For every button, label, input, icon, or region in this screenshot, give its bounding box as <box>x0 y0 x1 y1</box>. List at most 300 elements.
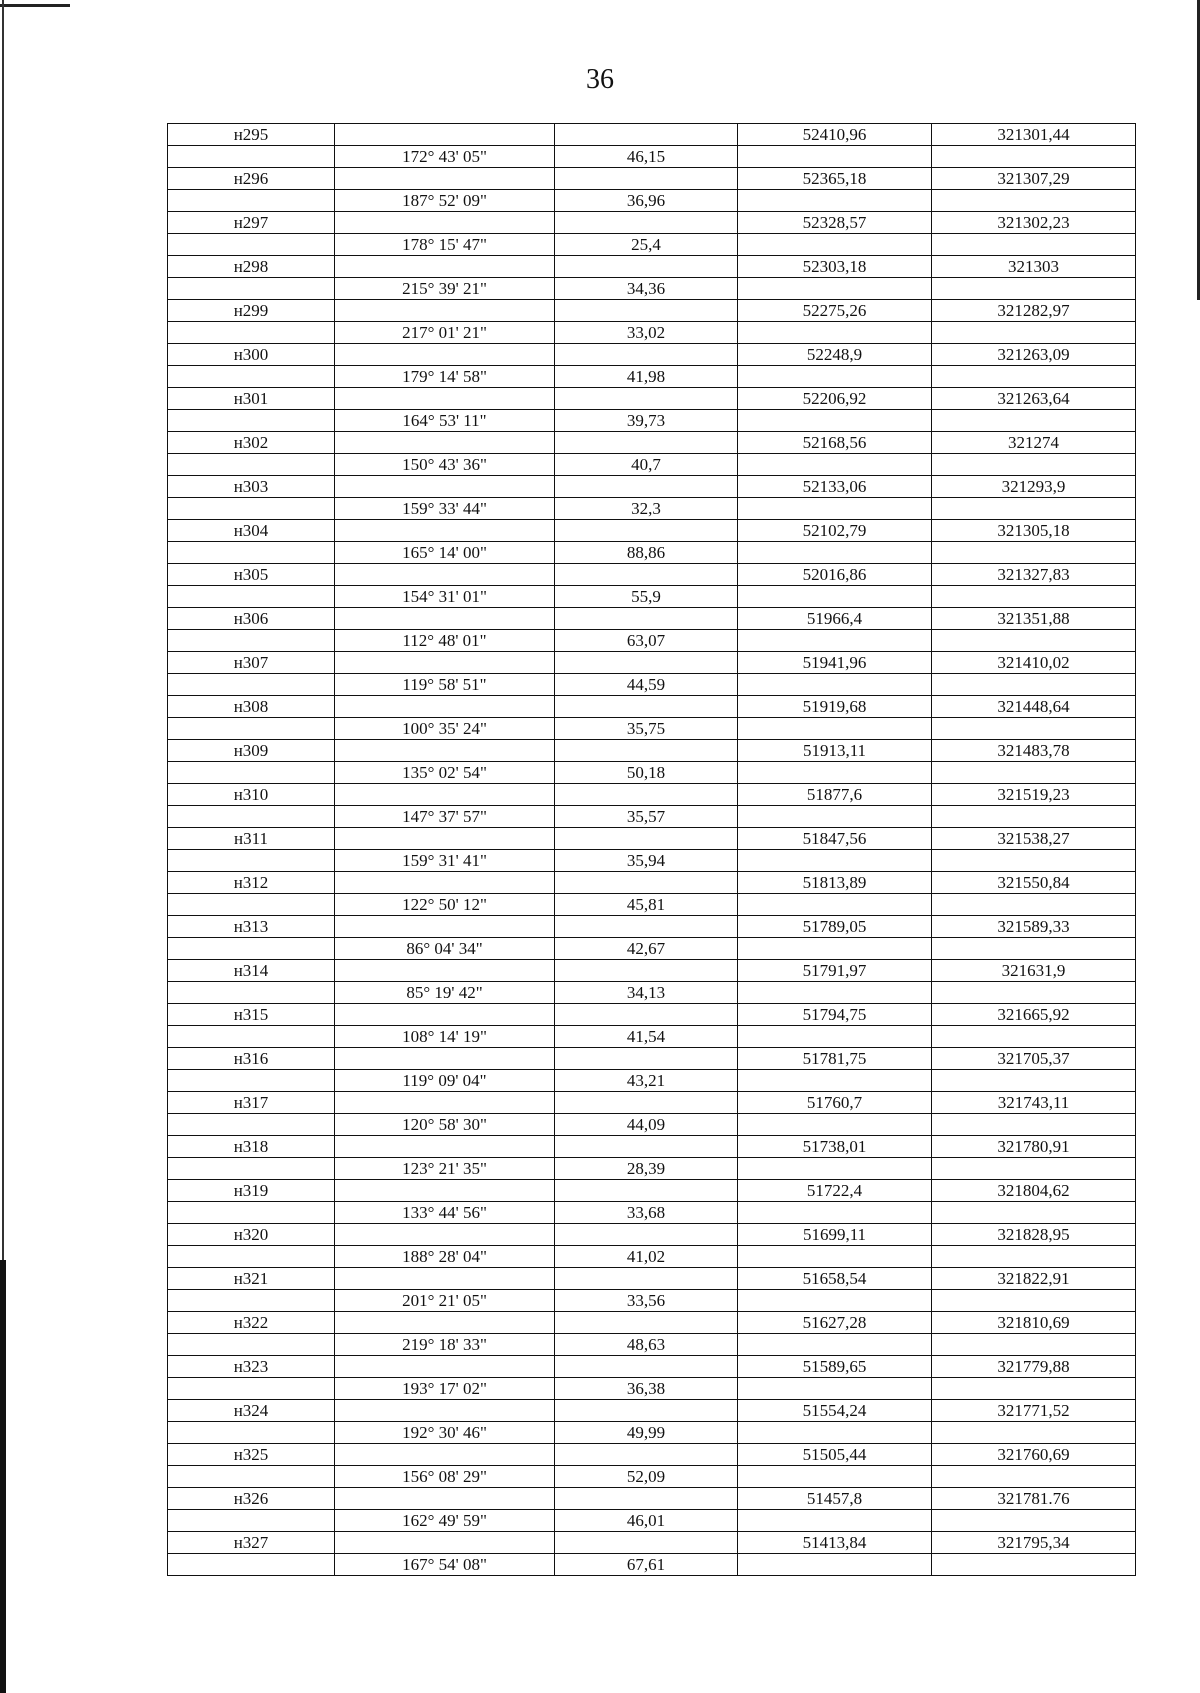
x-coordinate-cell <box>738 1334 932 1356</box>
x-coordinate-cell <box>738 234 932 256</box>
table-row-point <box>168 300 1136 322</box>
y-coordinate-cell: 321303 <box>932 256 1136 278</box>
distance-cell: 46,15 <box>555 146 738 168</box>
distance-cell <box>555 476 738 498</box>
table-row-point <box>168 388 1136 410</box>
x-coordinate-cell: 51877,6 <box>738 784 932 806</box>
y-coordinate-cell: 321274 <box>932 432 1136 454</box>
point-name-cell: н300 <box>168 344 335 366</box>
direction-angle-cell <box>335 1224 555 1246</box>
x-coordinate-cell: 52328,57 <box>738 212 932 234</box>
table-row-point <box>168 1092 1136 1114</box>
distance-cell: 44,09 <box>555 1114 738 1136</box>
y-coordinate-cell <box>932 1422 1136 1444</box>
table-row-point <box>168 1004 1136 1026</box>
y-coordinate-cell: 321305,18 <box>932 520 1136 542</box>
direction-angle-cell: 192° 30' 46" <box>335 1422 555 1444</box>
point-name-cell: н311 <box>168 828 335 850</box>
point-name-cell <box>168 718 335 740</box>
coordinates-table <box>167 123 1136 1576</box>
distance-cell: 41,98 <box>555 366 738 388</box>
x-coordinate-cell: 52303,18 <box>738 256 932 278</box>
y-coordinate-cell <box>932 322 1136 344</box>
y-coordinate-cell: 321665,92 <box>932 1004 1136 1026</box>
point-name-cell <box>168 850 335 872</box>
x-coordinate-cell <box>738 674 932 696</box>
distance-cell <box>555 1136 738 1158</box>
y-coordinate-cell <box>932 454 1136 476</box>
y-coordinate-cell <box>932 894 1136 916</box>
distance-cell <box>555 872 738 894</box>
y-coordinate-cell <box>932 278 1136 300</box>
point-name-cell <box>168 894 335 916</box>
y-coordinate-cell: 321779,88 <box>932 1356 1136 1378</box>
x-coordinate-cell <box>738 1510 932 1532</box>
x-coordinate-cell <box>738 322 932 344</box>
direction-angle-cell: 112° 48' 01" <box>335 630 555 652</box>
table-row-point <box>168 1180 1136 1202</box>
direction-angle-cell: 167° 54' 08" <box>335 1554 555 1576</box>
x-coordinate-cell: 51658,54 <box>738 1268 932 1290</box>
direction-angle-cell <box>335 1532 555 1554</box>
x-coordinate-cell <box>738 542 932 564</box>
y-coordinate-cell <box>932 850 1136 872</box>
y-coordinate-cell <box>932 1510 1136 1532</box>
distance-cell <box>555 256 738 278</box>
table-row-point <box>168 872 1136 894</box>
distance-cell: 46,01 <box>555 1510 738 1532</box>
distance-cell: 35,57 <box>555 806 738 828</box>
y-coordinate-cell: 321448,64 <box>932 696 1136 718</box>
point-name-cell <box>168 1422 335 1444</box>
distance-cell <box>555 740 738 762</box>
point-name-cell <box>168 498 335 520</box>
distance-cell: 49,99 <box>555 1422 738 1444</box>
y-coordinate-cell <box>932 982 1136 1004</box>
point-name-cell <box>168 1334 335 1356</box>
point-name-cell: н309 <box>168 740 335 762</box>
y-coordinate-cell: 321589,33 <box>932 916 1136 938</box>
point-name-cell: н306 <box>168 608 335 630</box>
y-coordinate-cell: 321550,84 <box>932 872 1136 894</box>
direction-angle-cell: 159° 31' 41" <box>335 850 555 872</box>
table-row-segment <box>168 1466 1136 1488</box>
point-name-cell: н316 <box>168 1048 335 1070</box>
x-coordinate-cell: 51413,84 <box>738 1532 932 1554</box>
table-row-segment <box>168 190 1136 212</box>
point-name-cell <box>168 410 335 432</box>
scan-artifact-top-line <box>0 4 70 7</box>
point-name-cell <box>168 190 335 212</box>
distance-cell <box>555 300 738 322</box>
direction-angle-cell <box>335 1312 555 1334</box>
table-row-segment <box>168 366 1136 388</box>
y-coordinate-cell: 321410,02 <box>932 652 1136 674</box>
x-coordinate-cell <box>738 366 932 388</box>
x-coordinate-cell <box>738 454 932 476</box>
point-name-cell <box>168 1290 335 1312</box>
x-coordinate-cell: 52102,79 <box>738 520 932 542</box>
point-name-cell: н296 <box>168 168 335 190</box>
direction-angle-cell: 217° 01' 21" <box>335 322 555 344</box>
point-name-cell <box>168 366 335 388</box>
table-row-point <box>168 784 1136 806</box>
y-coordinate-cell: 321483,78 <box>932 740 1136 762</box>
point-name-cell <box>168 1466 335 1488</box>
y-coordinate-cell: 321519,23 <box>932 784 1136 806</box>
x-coordinate-cell: 51554,24 <box>738 1400 932 1422</box>
table-row-segment <box>168 1422 1136 1444</box>
table-row-point <box>168 1532 1136 1554</box>
point-name-cell <box>168 1070 335 1092</box>
x-coordinate-cell <box>738 410 932 432</box>
point-name-cell <box>168 1026 335 1048</box>
y-coordinate-cell: 321795,34 <box>932 1532 1136 1554</box>
x-coordinate-cell <box>738 1290 932 1312</box>
table-row-segment <box>168 146 1136 168</box>
distance-cell <box>555 784 738 806</box>
direction-angle-cell: 122° 50' 12" <box>335 894 555 916</box>
table-row-segment <box>168 322 1136 344</box>
y-coordinate-cell <box>932 1554 1136 1576</box>
distance-cell: 88,86 <box>555 542 738 564</box>
direction-angle-cell <box>335 696 555 718</box>
table-row-segment <box>168 1378 1136 1400</box>
x-coordinate-cell <box>738 718 932 740</box>
distance-cell: 67,61 <box>555 1554 738 1576</box>
point-name-cell <box>168 322 335 344</box>
x-coordinate-cell <box>738 938 932 960</box>
x-coordinate-cell: 51966,4 <box>738 608 932 630</box>
x-coordinate-cell <box>738 1114 932 1136</box>
direction-angle-cell: 135° 02' 54" <box>335 762 555 784</box>
x-coordinate-cell: 51919,68 <box>738 696 932 718</box>
direction-angle-cell: 150° 43' 36" <box>335 454 555 476</box>
distance-cell: 25,4 <box>555 234 738 256</box>
point-name-cell <box>168 234 335 256</box>
direction-angle-cell: 201° 21' 05" <box>335 1290 555 1312</box>
table-row-segment <box>168 278 1136 300</box>
table-row-segment <box>168 410 1136 432</box>
direction-angle-cell <box>335 1136 555 1158</box>
y-coordinate-cell: 321307,29 <box>932 168 1136 190</box>
x-coordinate-cell: 51738,01 <box>738 1136 932 1158</box>
direction-angle-cell <box>335 476 555 498</box>
direction-angle-cell: 119° 58' 51" <box>335 674 555 696</box>
distance-cell: 28,39 <box>555 1158 738 1180</box>
x-coordinate-cell <box>738 1026 932 1048</box>
coordinates-table-body <box>168 124 1136 1576</box>
distance-cell <box>555 1400 738 1422</box>
y-coordinate-cell <box>932 1466 1136 1488</box>
point-name-cell: н305 <box>168 564 335 586</box>
direction-angle-cell <box>335 212 555 234</box>
direction-angle-cell <box>335 432 555 454</box>
x-coordinate-cell: 51589,65 <box>738 1356 932 1378</box>
x-coordinate-cell: 51505,44 <box>738 1444 932 1466</box>
y-coordinate-cell <box>932 1334 1136 1356</box>
point-name-cell <box>168 806 335 828</box>
y-coordinate-cell: 321828,95 <box>932 1224 1136 1246</box>
y-coordinate-cell <box>932 190 1136 212</box>
direction-angle-cell: 172° 43' 05" <box>335 146 555 168</box>
direction-angle-cell <box>335 1488 555 1510</box>
direction-angle-cell <box>335 520 555 542</box>
direction-angle-cell <box>335 1400 555 1422</box>
x-coordinate-cell <box>738 498 932 520</box>
table-row-point <box>168 696 1136 718</box>
table-row-point <box>168 1312 1136 1334</box>
scan-artifact-left-shadow <box>0 1260 6 1693</box>
direction-angle-cell: 193° 17' 02" <box>335 1378 555 1400</box>
table-row-segment <box>168 1158 1136 1180</box>
y-coordinate-cell <box>932 1202 1136 1224</box>
x-coordinate-cell <box>738 146 932 168</box>
distance-cell: 52,09 <box>555 1466 738 1488</box>
table-row-point <box>168 1136 1136 1158</box>
table-row-segment <box>168 762 1136 784</box>
y-coordinate-cell: 321780,91 <box>932 1136 1136 1158</box>
distance-cell: 34,13 <box>555 982 738 1004</box>
y-coordinate-cell <box>932 586 1136 608</box>
y-coordinate-cell: 321705,37 <box>932 1048 1136 1070</box>
distance-cell: 35,94 <box>555 850 738 872</box>
point-name-cell: н326 <box>168 1488 335 1510</box>
distance-cell <box>555 124 738 146</box>
distance-cell: 48,63 <box>555 1334 738 1356</box>
point-name-cell: н297 <box>168 212 335 234</box>
direction-angle-cell: 162° 49' 59" <box>335 1510 555 1532</box>
distance-cell: 34,36 <box>555 278 738 300</box>
y-coordinate-cell <box>932 1246 1136 1268</box>
distance-cell <box>555 1532 738 1554</box>
y-coordinate-cell <box>932 630 1136 652</box>
table-row-point <box>168 432 1136 454</box>
x-coordinate-cell: 52168,56 <box>738 432 932 454</box>
x-coordinate-cell: 51941,96 <box>738 652 932 674</box>
point-name-cell <box>168 1378 335 1400</box>
distance-cell: 35,75 <box>555 718 738 740</box>
point-name-cell <box>168 674 335 696</box>
distance-cell <box>555 1092 738 1114</box>
y-coordinate-cell <box>932 366 1136 388</box>
direction-angle-cell: 86° 04' 34" <box>335 938 555 960</box>
y-coordinate-cell <box>932 718 1136 740</box>
x-coordinate-cell: 51847,56 <box>738 828 932 850</box>
distance-cell <box>555 1312 738 1334</box>
distance-cell <box>555 608 738 630</box>
distance-cell <box>555 1224 738 1246</box>
direction-angle-cell: 165° 14' 00" <box>335 542 555 564</box>
direction-angle-cell <box>335 828 555 850</box>
y-coordinate-cell <box>932 762 1136 784</box>
direction-angle-cell: 187° 52' 09" <box>335 190 555 212</box>
x-coordinate-cell <box>738 190 932 212</box>
distance-cell <box>555 520 738 542</box>
y-coordinate-cell <box>932 674 1136 696</box>
point-name-cell: н321 <box>168 1268 335 1290</box>
table-row-point <box>168 256 1136 278</box>
distance-cell <box>555 212 738 234</box>
x-coordinate-cell: 52206,92 <box>738 388 932 410</box>
direction-angle-cell: 123° 21' 35" <box>335 1158 555 1180</box>
point-name-cell: н322 <box>168 1312 335 1334</box>
point-name-cell: н314 <box>168 960 335 982</box>
x-coordinate-cell <box>738 278 932 300</box>
direction-angle-cell <box>335 872 555 894</box>
point-name-cell: н299 <box>168 300 335 322</box>
y-coordinate-cell <box>932 1158 1136 1180</box>
distance-cell <box>555 652 738 674</box>
distance-cell: 44,59 <box>555 674 738 696</box>
distance-cell <box>555 1048 738 1070</box>
table-row-segment <box>168 674 1136 696</box>
table-row-point <box>168 1048 1136 1070</box>
x-coordinate-cell: 51794,75 <box>738 1004 932 1026</box>
direction-angle-cell <box>335 1048 555 1070</box>
point-name-cell <box>168 586 335 608</box>
direction-angle-cell: 120° 58' 30" <box>335 1114 555 1136</box>
table-row-segment <box>168 1026 1136 1048</box>
direction-angle-cell: 133° 44' 56" <box>335 1202 555 1224</box>
x-coordinate-cell <box>738 850 932 872</box>
table-row-segment <box>168 234 1136 256</box>
point-name-cell <box>168 1246 335 1268</box>
direction-angle-cell: 108° 14' 19" <box>335 1026 555 1048</box>
distance-cell: 55,9 <box>555 586 738 608</box>
x-coordinate-cell: 51789,05 <box>738 916 932 938</box>
direction-angle-cell: 164° 53' 11" <box>335 410 555 432</box>
distance-cell <box>555 168 738 190</box>
table-row-point <box>168 828 1136 850</box>
table-row-segment <box>168 498 1136 520</box>
point-name-cell: н319 <box>168 1180 335 1202</box>
table-row-segment <box>168 1114 1136 1136</box>
x-coordinate-cell: 52410,96 <box>738 124 932 146</box>
table-row-point <box>168 564 1136 586</box>
x-coordinate-cell: 52248,9 <box>738 344 932 366</box>
point-name-cell: н303 <box>168 476 335 498</box>
direction-angle-cell: 154° 31' 01" <box>335 586 555 608</box>
direction-angle-cell <box>335 388 555 410</box>
y-coordinate-cell: 321771,52 <box>932 1400 1136 1422</box>
direction-angle-cell <box>335 608 555 630</box>
direction-angle-cell <box>335 344 555 366</box>
distance-cell: 41,02 <box>555 1246 738 1268</box>
direction-angle-cell <box>335 168 555 190</box>
distance-cell <box>555 960 738 982</box>
y-coordinate-cell <box>932 498 1136 520</box>
point-name-cell: н324 <box>168 1400 335 1422</box>
point-name-cell: н318 <box>168 1136 335 1158</box>
x-coordinate-cell: 51699,11 <box>738 1224 932 1246</box>
distance-cell: 42,67 <box>555 938 738 960</box>
distance-cell: 39,73 <box>555 410 738 432</box>
table-row-segment <box>168 630 1136 652</box>
point-name-cell: н317 <box>168 1092 335 1114</box>
x-coordinate-cell <box>738 982 932 1004</box>
x-coordinate-cell <box>738 1246 932 1268</box>
distance-cell: 33,68 <box>555 1202 738 1224</box>
table-row-segment <box>168 1290 1136 1312</box>
table-row-segment <box>168 586 1136 608</box>
table-row-segment <box>168 1070 1136 1092</box>
y-coordinate-cell: 321810,69 <box>932 1312 1136 1334</box>
table-row-point <box>168 1488 1136 1510</box>
table-row-segment <box>168 982 1136 1004</box>
x-coordinate-cell <box>738 1070 932 1092</box>
direction-angle-cell <box>335 256 555 278</box>
table-row-segment <box>168 938 1136 960</box>
table-row-point <box>168 916 1136 938</box>
y-coordinate-cell: 321743,11 <box>932 1092 1136 1114</box>
distance-cell: 43,21 <box>555 1070 738 1092</box>
table-row-segment <box>168 806 1136 828</box>
x-coordinate-cell <box>738 586 932 608</box>
direction-angle-cell: 215° 39' 21" <box>335 278 555 300</box>
point-name-cell <box>168 982 335 1004</box>
x-coordinate-cell: 51781,75 <box>738 1048 932 1070</box>
point-name-cell <box>168 1202 335 1224</box>
direction-angle-cell: 119° 09' 04" <box>335 1070 555 1092</box>
x-coordinate-cell <box>738 1466 932 1488</box>
table-row-point <box>168 476 1136 498</box>
y-coordinate-cell: 321804,62 <box>932 1180 1136 1202</box>
x-coordinate-cell: 51760,7 <box>738 1092 932 1114</box>
direction-angle-cell <box>335 1180 555 1202</box>
point-name-cell: н313 <box>168 916 335 938</box>
table-row-point <box>168 1400 1136 1422</box>
y-coordinate-cell <box>932 542 1136 564</box>
x-coordinate-cell <box>738 1378 932 1400</box>
point-name-cell: н304 <box>168 520 335 542</box>
y-coordinate-cell <box>932 1114 1136 1136</box>
point-name-cell: н302 <box>168 432 335 454</box>
x-coordinate-cell <box>738 1202 932 1224</box>
direction-angle-cell <box>335 784 555 806</box>
x-coordinate-cell <box>738 1158 932 1180</box>
distance-cell <box>555 916 738 938</box>
direction-angle-cell <box>335 740 555 762</box>
x-coordinate-cell: 51913,11 <box>738 740 932 762</box>
direction-angle-cell <box>335 1444 555 1466</box>
table-row-point <box>168 344 1136 366</box>
direction-angle-cell: 219° 18' 33" <box>335 1334 555 1356</box>
point-name-cell <box>168 146 335 168</box>
y-coordinate-cell <box>932 1026 1136 1048</box>
distance-cell: 41,54 <box>555 1026 738 1048</box>
y-coordinate-cell: 321263,64 <box>932 388 1136 410</box>
table-row-segment <box>168 1510 1136 1532</box>
distance-cell <box>555 696 738 718</box>
table-row-segment <box>168 1246 1136 1268</box>
point-name-cell <box>168 454 335 476</box>
y-coordinate-cell: 321631,9 <box>932 960 1136 982</box>
point-name-cell: н323 <box>168 1356 335 1378</box>
table-row-point <box>168 212 1136 234</box>
direction-angle-cell: 178° 15' 47" <box>335 234 555 256</box>
distance-cell: 33,56 <box>555 1290 738 1312</box>
point-name-cell <box>168 1114 335 1136</box>
y-coordinate-cell <box>932 938 1136 960</box>
distance-cell: 63,07 <box>555 630 738 652</box>
distance-cell <box>555 1004 738 1026</box>
direction-angle-cell <box>335 916 555 938</box>
distance-cell <box>555 344 738 366</box>
table-row-point <box>168 740 1136 762</box>
distance-cell <box>555 432 738 454</box>
direction-angle-cell <box>335 124 555 146</box>
